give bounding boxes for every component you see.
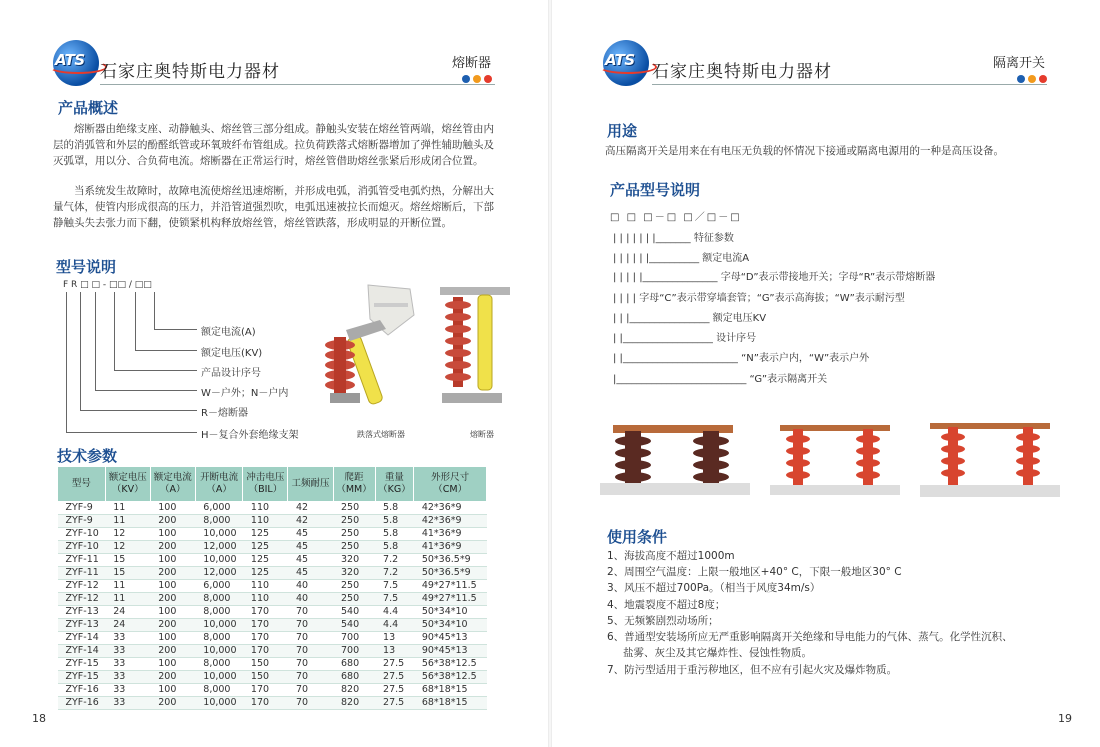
condition-item: 7、防污型适用于重污秽地区，但不应有引起火灾及爆炸物质。	[607, 664, 898, 676]
table-cell: 8,000	[195, 515, 243, 528]
table-cell: 4.4	[375, 619, 414, 632]
table-row	[58, 554, 487, 567]
model-code: F R □ □ - □□ / □□	[63, 280, 152, 290]
table-cell: 70	[288, 632, 333, 645]
table-cell: 110	[243, 593, 288, 606]
table-cell: 27.5	[375, 697, 414, 710]
model-line: |__________________________ “G”表示隔离开关	[613, 374, 828, 385]
table-cell: ZYF-10	[58, 541, 106, 554]
table-cell: 41*36*9	[414, 528, 487, 541]
model-line: | | | | 字母“C”表示带穿墙套管；“G”表示高海拔；“W”表示耐污型	[613, 293, 905, 304]
table-cell: 10,000	[195, 645, 243, 658]
condition-item: 5、无频繁剧烈动场所；	[607, 615, 719, 627]
table-cell: 200	[150, 697, 195, 710]
table-cell: 11	[105, 502, 150, 515]
table-cell: 27.5	[375, 658, 414, 671]
model-item: H－复合外套绝缘支架	[201, 430, 299, 441]
table-cell: 12	[105, 541, 150, 554]
table-cell: 200	[150, 567, 195, 580]
table-cell: ZYF-16	[58, 697, 106, 710]
table-row	[58, 671, 487, 684]
table-cell: 170	[243, 619, 288, 632]
table-cell: 10,000	[195, 697, 243, 710]
photo-label: 跌落式熔断器	[357, 430, 405, 439]
header-rule	[652, 84, 1047, 85]
table-cell: 680	[333, 671, 375, 684]
table-cell: 8,000	[195, 658, 243, 671]
table-cell: 68*18*15	[414, 697, 487, 710]
table-cell: 125	[243, 554, 288, 567]
page-number: 18	[32, 712, 46, 725]
table-row	[58, 697, 487, 710]
table-cell: 50*34*10	[414, 606, 487, 619]
model-code: □ □ □－□ □／□－□	[610, 212, 742, 223]
table-cell: 8,000	[195, 684, 243, 697]
table-cell: 540	[333, 619, 375, 632]
table-cell: ZYF-15	[58, 658, 106, 671]
table-cell: 150	[243, 658, 288, 671]
table-cell: 13	[375, 645, 414, 658]
table-cell: 170	[243, 632, 288, 645]
table-cell: 680	[333, 658, 375, 671]
table-cell: 5.8	[375, 528, 414, 541]
table-cell: 320	[333, 554, 375, 567]
table-cell: 8,000	[195, 632, 243, 645]
isolator-red-large	[920, 423, 1060, 497]
table-row	[58, 567, 487, 580]
table-header-cell: 重量 （KG）	[375, 467, 414, 502]
table-cell: 250	[333, 502, 375, 515]
table-row	[58, 541, 487, 554]
table-cell: 100	[150, 502, 195, 515]
table-cell: ZYF-14	[58, 645, 106, 658]
table-cell: 90*45*13	[414, 645, 487, 658]
table-cell: 12,000	[195, 541, 243, 554]
table-row	[58, 606, 487, 619]
table-cell: 33	[105, 658, 150, 671]
ats-logo: ATS	[53, 40, 99, 86]
table-cell: 33	[105, 697, 150, 710]
overview-paragraph-1: 熔断器由绝缘支座、动静触头、熔丝管三部分组成。静触头安装在熔丝管两端，熔丝管由内层的消弧管和外层的酚醛纸管或环氧玻纤布管组成。拉负荷跌落式熔断器增加了弹性辅助触头及灭弧罩，用以分、合负荷电流。熔断器在正常运行时，熔丝管借助熔丝张紧后形成闭合位置。	[53, 123, 494, 167]
condition-item: 3、风压不超过700Pa。（相当于风度34m/s）	[607, 582, 821, 594]
model-line: | | |________________ 额定电压KV	[613, 313, 767, 324]
table-cell: 110	[243, 580, 288, 593]
table-cell: 200	[150, 515, 195, 528]
table-cell: 27.5	[375, 671, 414, 684]
spec-title: 技术参数	[57, 447, 118, 465]
table-cell: ZYF-11	[58, 554, 106, 567]
table-cell: 49*27*11.5	[414, 593, 487, 606]
table-cell: 110	[243, 502, 288, 515]
table-cell: 68*18*15	[414, 684, 487, 697]
table-header-cell: 型号	[58, 467, 106, 502]
table-cell: 11	[105, 580, 150, 593]
table-cell: ZYF-13	[58, 606, 106, 619]
table-cell: 700	[333, 645, 375, 658]
model-line: | | | | | |__________ 额定电流A	[613, 253, 750, 264]
isolator-red-small	[770, 425, 900, 495]
table-cell: 170	[243, 684, 288, 697]
model-item: W－户外；N－户内	[201, 388, 289, 399]
table-cell: 100	[150, 528, 195, 541]
table-cell: 42	[288, 515, 333, 528]
condition-item: 4、地震裂度不超过8度；	[607, 599, 726, 611]
table-cell: 6,000	[195, 580, 243, 593]
table-cell: 11	[105, 593, 150, 606]
table-cell: 125	[243, 541, 288, 554]
table-cell: 250	[333, 528, 375, 541]
table-cell: 820	[333, 697, 375, 710]
table-cell: 12,000	[195, 567, 243, 580]
table-cell: 125	[243, 528, 288, 541]
header-tag: 隔离开关	[993, 56, 1046, 71]
table-cell: 70	[288, 671, 333, 684]
table-cell: ZYF-12	[58, 580, 106, 593]
spec-table	[57, 466, 487, 710]
table-cell: 8,000	[195, 593, 243, 606]
overview-title: 产品概述	[58, 99, 119, 117]
table-header-cell: 额定电流 （A）	[150, 467, 195, 502]
table-row	[58, 645, 487, 658]
leader-line	[66, 292, 197, 433]
table-header-cell: 工频耐压	[288, 467, 333, 502]
isolator-photos	[595, 405, 1065, 500]
table-cell: 150	[243, 671, 288, 684]
model-item: 额定电压(KV)	[201, 348, 263, 359]
table-cell: 200	[150, 671, 195, 684]
fuse-image	[440, 287, 510, 403]
table-cell: 250	[333, 593, 375, 606]
table-cell: 250	[333, 580, 375, 593]
table-cell: ZYF-15	[58, 671, 106, 684]
table-cell: 250	[333, 515, 375, 528]
table-cell: 70	[288, 697, 333, 710]
table-cell: 6,000	[195, 502, 243, 515]
table-cell: 100	[150, 658, 195, 671]
table-cell: 10,000	[195, 554, 243, 567]
model-line: | | | | | | |_______ 特征参数	[613, 233, 734, 244]
table-cell: 50*36.5*9	[414, 567, 487, 580]
table-cell: 7.5	[375, 593, 414, 606]
table-cell: 15	[105, 554, 150, 567]
model-title: 型号说明	[56, 258, 117, 276]
table-cell: 56*38*12.5	[414, 671, 487, 684]
table-cell: 100	[150, 580, 195, 593]
table-cell: 170	[243, 606, 288, 619]
table-cell: 820	[333, 684, 375, 697]
table-cell: ZYF-12	[58, 593, 106, 606]
model-item: R－熔断器	[201, 408, 248, 419]
table-cell: 5.8	[375, 502, 414, 515]
table-cell: 33	[105, 684, 150, 697]
overview-paragraph-2: 当系统发生故障时，故障电流使熔丝迅速熔断，并形成电弧，消弧管受电弧灼热，分解出大量气体，使管内形成很高的压力，并沿管道强烈吹，电弧迅速被拉长而熄灭。熔丝熔断后，下部静触头失去张力而下翻，使锁紧机构释放熔丝管，熔丝管跌落，形成明显的开断位置。	[53, 185, 494, 229]
table-cell: 42*36*9	[414, 515, 487, 528]
company-name: 石家庄奥特斯电力器材	[100, 62, 280, 82]
table-header-cell: 冲击电压 （BIL）	[243, 467, 288, 502]
table-cell: 24	[105, 619, 150, 632]
table-cell: ZYF-9	[58, 502, 106, 515]
model-line: | | | | |_______________ 字母“D”表示带接地开关；字母“R”表示带熔断器	[613, 272, 936, 283]
model-item: 产品设计序号	[201, 368, 261, 379]
table-cell: 200	[150, 645, 195, 658]
isolator-brown	[600, 425, 750, 495]
table-header-cell: 爬距 （MM）	[333, 467, 375, 502]
model-line: | |_______________________ “N”表示户内，“W”表示户外	[613, 353, 870, 364]
table-cell: ZYF-11	[58, 567, 106, 580]
table-cell: 33	[105, 645, 150, 658]
table-cell: 170	[243, 697, 288, 710]
fuse-photo	[310, 275, 525, 435]
table-header-cell: 开断电流 （A）	[195, 467, 243, 502]
table-cell: 45	[288, 554, 333, 567]
table-cell: 110	[243, 515, 288, 528]
model-line: | |__________________ 设计序号	[613, 333, 757, 344]
table-cell: 49*27*11.5	[414, 580, 487, 593]
table-cell: 33	[105, 632, 150, 645]
table-cell: 100	[150, 606, 195, 619]
table-row	[58, 658, 487, 671]
page-number: 19	[1058, 712, 1072, 725]
table-cell: 4.4	[375, 606, 414, 619]
photo-label: 熔断器	[470, 430, 494, 439]
table-cell: 13	[375, 632, 414, 645]
header-rule	[100, 84, 495, 85]
table-cell: 45	[288, 567, 333, 580]
right-page	[550, 0, 1100, 747]
table-cell: 11	[105, 515, 150, 528]
table-header-cell: 额定电压 （KV）	[105, 467, 150, 502]
table-cell: 170	[243, 645, 288, 658]
table-cell: 40	[288, 593, 333, 606]
table-cell: 45	[288, 528, 333, 541]
table-cell: 42*36*9	[414, 502, 487, 515]
table-row	[58, 632, 487, 645]
table-cell: ZYF-13	[58, 619, 106, 632]
company-name: 石家庄奥特斯电力器材	[652, 62, 832, 82]
table-cell: ZYF-9	[58, 515, 106, 528]
table-cell: 70	[288, 684, 333, 697]
model-title: 产品型号说明	[610, 181, 701, 199]
table-cell: 41*36*9	[414, 541, 487, 554]
table-cell: 100	[150, 684, 195, 697]
table-cell: 45	[288, 541, 333, 554]
table-cell: 125	[243, 567, 288, 580]
table-cell: 8,000	[195, 606, 243, 619]
table-cell: 5.8	[375, 515, 414, 528]
usage-title: 用途	[607, 122, 638, 140]
table-cell: 70	[288, 658, 333, 671]
table-cell: 12	[105, 528, 150, 541]
table-row	[58, 528, 487, 541]
condition-item: 6、普通型安装场所应无严重影响隔离开关绝缘和导电能力的气体、蒸气。化学性沉积、	[607, 631, 1013, 643]
table-cell: 700	[333, 632, 375, 645]
table-cell: 27.5	[375, 684, 414, 697]
table-cell: 250	[333, 541, 375, 554]
table-row	[58, 684, 487, 697]
table-cell: 5.8	[375, 541, 414, 554]
table-cell: 200	[150, 593, 195, 606]
table-cell: 10,000	[195, 619, 243, 632]
table-cell: 200	[150, 619, 195, 632]
drop-out-fuse-image	[325, 285, 414, 405]
table-cell: 200	[150, 541, 195, 554]
table-cell: 320	[333, 567, 375, 580]
header-tag: 熔断器	[452, 56, 492, 71]
table-cell: 42	[288, 502, 333, 515]
table-cell: 70	[288, 645, 333, 658]
table-cell: 70	[288, 606, 333, 619]
table-cell: 7.2	[375, 567, 414, 580]
table-cell: 24	[105, 606, 150, 619]
table-cell: 50*34*10	[414, 619, 487, 632]
table-cell: 70	[288, 619, 333, 632]
header-dots	[1017, 75, 1047, 83]
table-cell: 100	[150, 632, 195, 645]
table-row	[58, 515, 487, 528]
table-cell: ZYF-14	[58, 632, 106, 645]
condition-item: 盐雾、灰尘及其它爆炸性、侵蚀性物质。	[623, 647, 812, 659]
table-cell: 100	[150, 554, 195, 567]
table-cell: 50*36.5*9	[414, 554, 487, 567]
table-row	[58, 619, 487, 632]
table-cell: 40	[288, 580, 333, 593]
header-dots	[462, 75, 492, 83]
table-row	[58, 593, 487, 606]
table-header-cell: 外形尺寸 （CM）	[414, 467, 487, 502]
table-cell: 56*38*12.5	[414, 658, 487, 671]
table-cell: 10,000	[195, 528, 243, 541]
table-cell: 90*45*13	[414, 632, 487, 645]
table-cell: 540	[333, 606, 375, 619]
table-cell: 33	[105, 671, 150, 684]
table-cell: ZYF-16	[58, 684, 106, 697]
ats-logo: ATS	[603, 40, 649, 86]
condition-item: 1、海拔高度不超过1000m	[607, 550, 735, 562]
table-cell: 7.5	[375, 580, 414, 593]
table-cell: ZYF-10	[58, 528, 106, 541]
table-cell: 15	[105, 567, 150, 580]
model-item: 额定电流(A)	[201, 327, 256, 338]
table-cell: 10,000	[195, 671, 243, 684]
table-cell: 7.2	[375, 554, 414, 567]
table-row	[58, 502, 487, 515]
conditions-title: 使用条件	[607, 528, 668, 546]
table-row	[58, 580, 487, 593]
condition-item: 2、周围空气温度：上限一般地区+40° C，下限一般地区30° C	[607, 566, 902, 578]
usage-text: 高压隔离开关是用来在有电压无负载的怀情况下接通或隔离电源用的一种是高压设备。	[605, 145, 1004, 157]
